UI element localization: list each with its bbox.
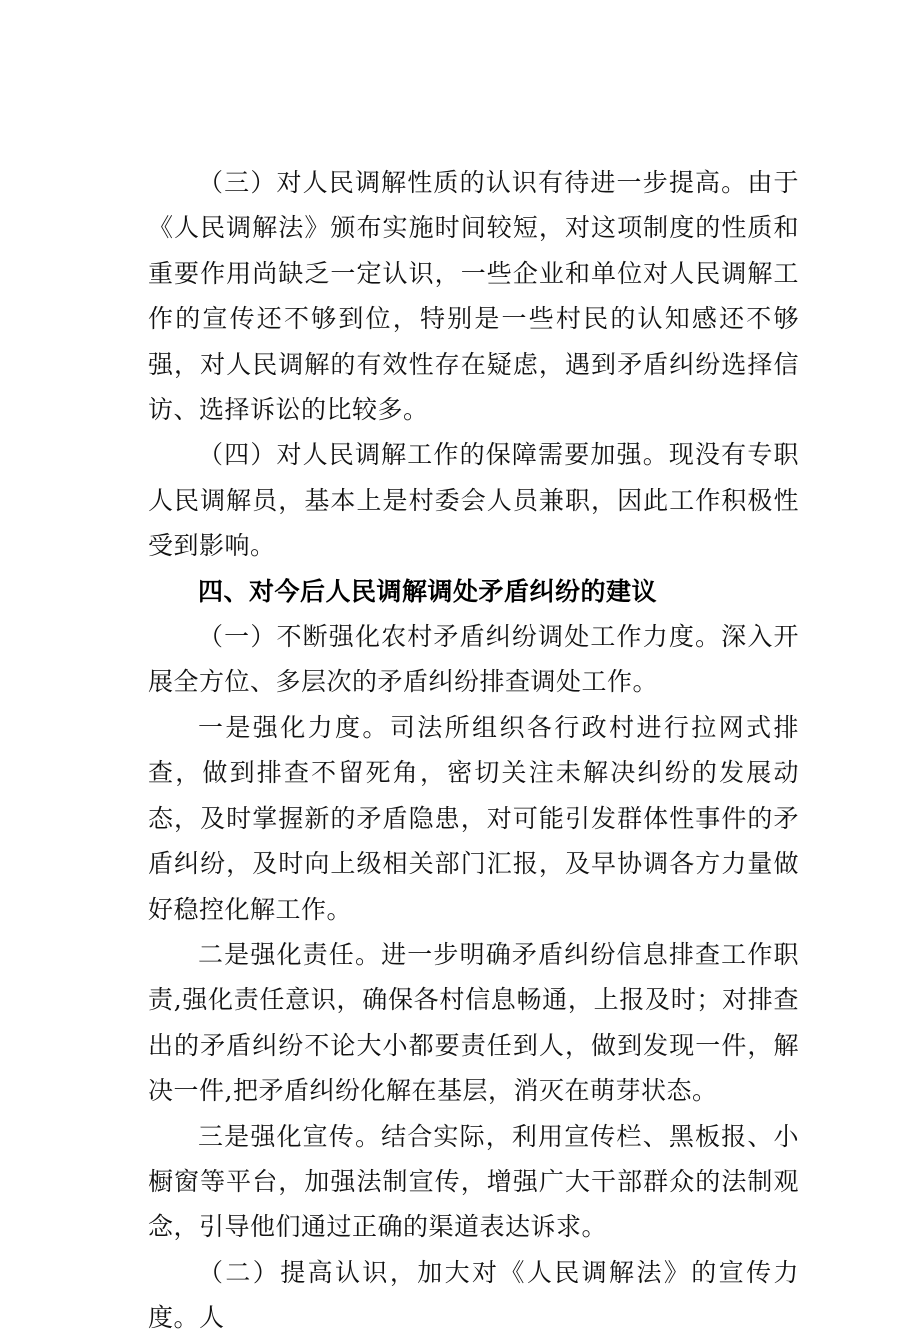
document-body [148,160,799,1341]
paragraph-issue-4: （四）对人民调解工作的保障需要加强。现没有专职人民调解员，基本上是村委会人员兼职，因此工作积极性受到影响。 [148,440,799,561]
paragraph-strengthen-responsibility: 二是强化责任。进一步明确矛盾纠纷信息排查工作职责,强化责任意识，确保各村信息畅通，上报及时；对排查出的矛盾纠纷不论大小都要责任到人，做到发现一件，解决一件,把矛盾纠纷化解在基层，消灭在萌芽状态。 [148,939,799,1106]
paragraph-suggestion-2: （二）提高认识，加大对《人民调解法》的宣传力度。人 [148,1257,799,1333]
paragraph-suggestion-1: （一）不断强化农村矛盾纠纷调处工作力度。深入开展全方位、多层次的矛盾纠纷排查调处工作。 [148,622,799,697]
paragraph-issue-3: （三）对人民调解性质的认识有待进一步提高。由于《人民调解法》颁布实施时间较短，对这项制度的性质和重要作用尚缺乏一定认识，一些企业和单位对人民调解工作的宣传还不够到位，特别是一些村民的认知感还不够强，对人民调解的有效性存在疑虑，遇到矛盾纠纷选择信访、选择诉讼的比较多。 [148,168,799,425]
paragraph-strengthen-effort: 一是强化力度。司法所组织各行政村进行拉网式排查，做到排查不留死角，密切关注未解决纠纷的发展动态，及时掌握新的矛盾隐患，对可能引发群体性事件的矛盾纠纷，及时向上级相关部门汇报，及早协调各方力量做好稳控化解工作。 [148,712,799,924]
paragraph-strengthen-publicity: 三是强化宣传。结合实际，利用宣传栏、黑板报、小橱窗等平台，加强法制宣传，增强广大干部群众的法制观念，引导他们通过正确的渠道表达诉求。 [148,1121,799,1242]
section-heading-4: 四、对今后人民调解调处矛盾纠纷的建议 [198,576,658,606]
